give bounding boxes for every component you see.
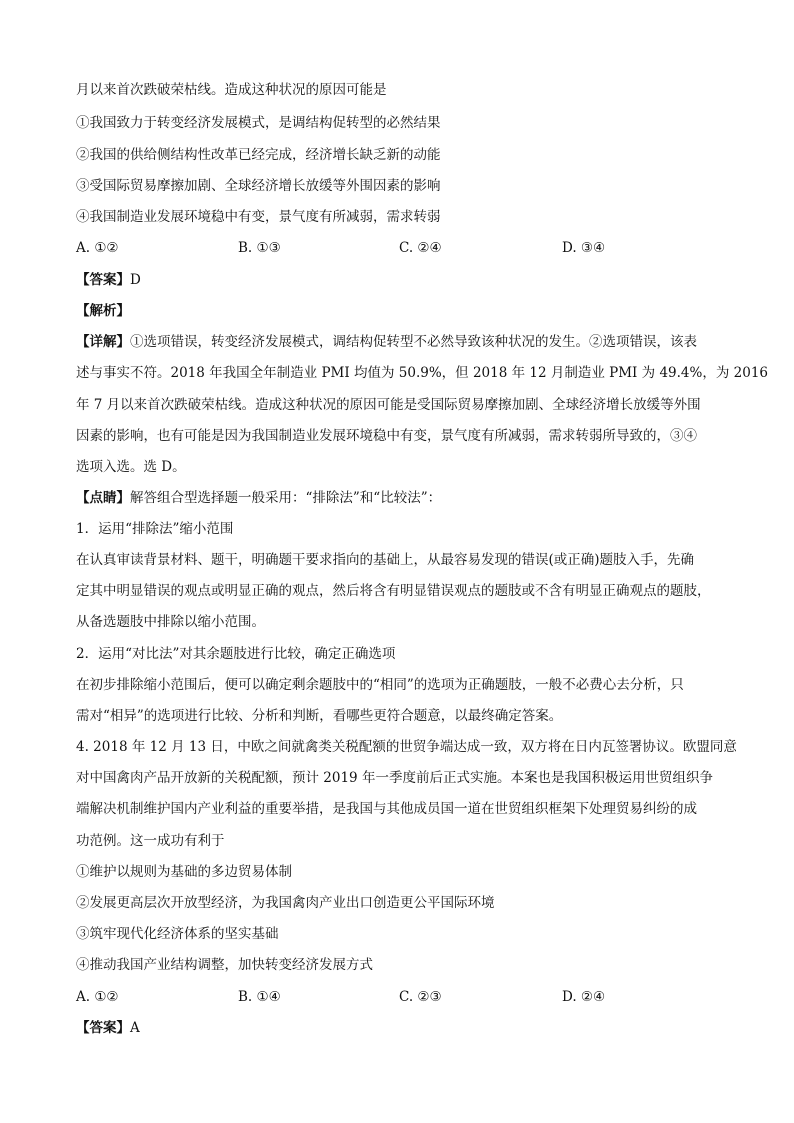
tip-line-2: 在认真审读背景材料、题干，明确题干要求指向的基础上，从最容易发现的错误(或正确)题肢入手，先确 [76, 552, 695, 568]
q4-options [76, 988, 726, 1006]
q4-stem-line-2: 对中国禽肉产品开放新的关税配额，预计 2019 年一季度前后正式实施。本案也是我国积极运用世贸组织争 [76, 770, 713, 786]
answer-label: 【答案】 [76, 272, 130, 288]
q4-option-a: A. ①② [76, 989, 119, 1005]
detail-line-5: 选项入选。选 D。 [76, 459, 186, 475]
q4-statement-4: ④推动我国产业结构调整，加快转变经济发展方式 [76, 957, 373, 973]
q3-stem-tail: 月以来首次跌破荣枯线。造成这种状况的原因可能是 [76, 82, 387, 98]
answer-label: 【答案】 [76, 1020, 130, 1036]
tip-line-5: 2．运用“对比法”对其余题肢进行比较，确定正确选项 [76, 646, 396, 662]
q3-statement-4: ④我国制造业发展环境稳中有变，景气度有所减弱，需求转弱 [76, 209, 441, 225]
tip-heading [76, 489, 726, 507]
q4-answer [76, 1019, 726, 1037]
detail-label: 【详解】 [76, 334, 130, 350]
q4-option-d: D. ②④ [562, 989, 606, 1005]
answer-value: D [130, 272, 141, 288]
q3-answer [76, 271, 726, 289]
detail-text: ①选项错误，转变经济发展模式，调结构促转型不必然导致该种状况的发生。②选项错误，该表 [130, 334, 697, 350]
detail-line-4: 因素的影响，也有可能是因为我国制造业发展环境稳中有变，景气度有所减弱，需求转弱所导致的，③④ [76, 428, 697, 444]
detail-line-2: 述与事实不符。2018 年我国全年制造业 PMI 均值为 50.9%，但 2018 年 12 月制造业 PMI 为 49.4%，为 2016 [76, 365, 768, 381]
q4-stem-line-3: 端解决机制维护国内产业利益的重要举措，是我国与其他成员国一道在世贸组织框架下处理贸易纠纷的成 [76, 801, 697, 817]
q3-option-b: B. ①③ [238, 240, 281, 256]
tip-line-3: 定其中明显错误的观点或明显正确的观点，然后将含有明显错误观点的题肢或不含有明显正确观点的题肢， [76, 583, 711, 599]
q4-stem-line-1: 4. 2018 年 12 月 13 日，中欧之间就禽类关税配额的世贸争端达成一致，双方将在日内瓦签署协议。欧盟同意 [76, 739, 737, 755]
tip-text: 解答组合型选择题一般采用：“排除法”和“比较法”： [130, 490, 442, 506]
tip-label: 【点睛】 [76, 490, 130, 506]
tip-line-7: 需对“相异”的选项进行比较、分析和判断，看哪些更符合题意，以最终确定答案。 [76, 708, 563, 724]
tip-line-6: 在初步排除缩小范围后，便可以确定剩余题肢中的“相同”的选项为正确题肢，一般不必费心去分析，只 [76, 677, 684, 693]
q3-option-a: A. ①② [76, 240, 119, 256]
tip-line-1: 1．运用“排除法”缩小范围 [76, 521, 234, 537]
q3-option-d: D. ③④ [562, 240, 606, 256]
q3-options [76, 239, 726, 257]
q4-statement-1: ①维护以规则为基础的多边贸易体制 [76, 864, 292, 880]
q3-statement-2: ②我国的供给侧结构性改革已经完成，经济增长缺乏新的动能 [76, 147, 441, 163]
q4-statement-2: ②发展更高层次开放型经济，为我国禽肉产业出口创造更公平国际环境 [76, 895, 495, 911]
analysis-label: 【解析】 [76, 303, 130, 319]
tip-line-4: 从备选题肢中排除以缩小范围。 [76, 614, 265, 630]
q4-option-b: B. ①④ [238, 989, 281, 1005]
answer-value: A [130, 1020, 140, 1036]
q3-statement-1: ①我国致力于转变经济发展模式，是调结构促转型的必然结果 [76, 115, 441, 131]
q4-option-c: C. ②③ [399, 989, 442, 1005]
q3-statement-3: ③受国际贸易摩擦加剧、全球经济增长放缓等外围因素的影响 [76, 178, 441, 194]
q4-statement-3: ③筑牢现代化经济体系的坚实基础 [76, 926, 279, 942]
q3-option-c: C. ②④ [399, 240, 442, 256]
detail-line-3: 年 7 月以来首次跌破荣枯线。造成这种状况的原因可能是受国际贸易摩擦加剧、全球经济增长放缓等外围 [76, 397, 701, 413]
q4-stem-line-4: 功范例。这一成功有利于 [76, 833, 225, 849]
detail-line-1 [76, 333, 726, 351]
